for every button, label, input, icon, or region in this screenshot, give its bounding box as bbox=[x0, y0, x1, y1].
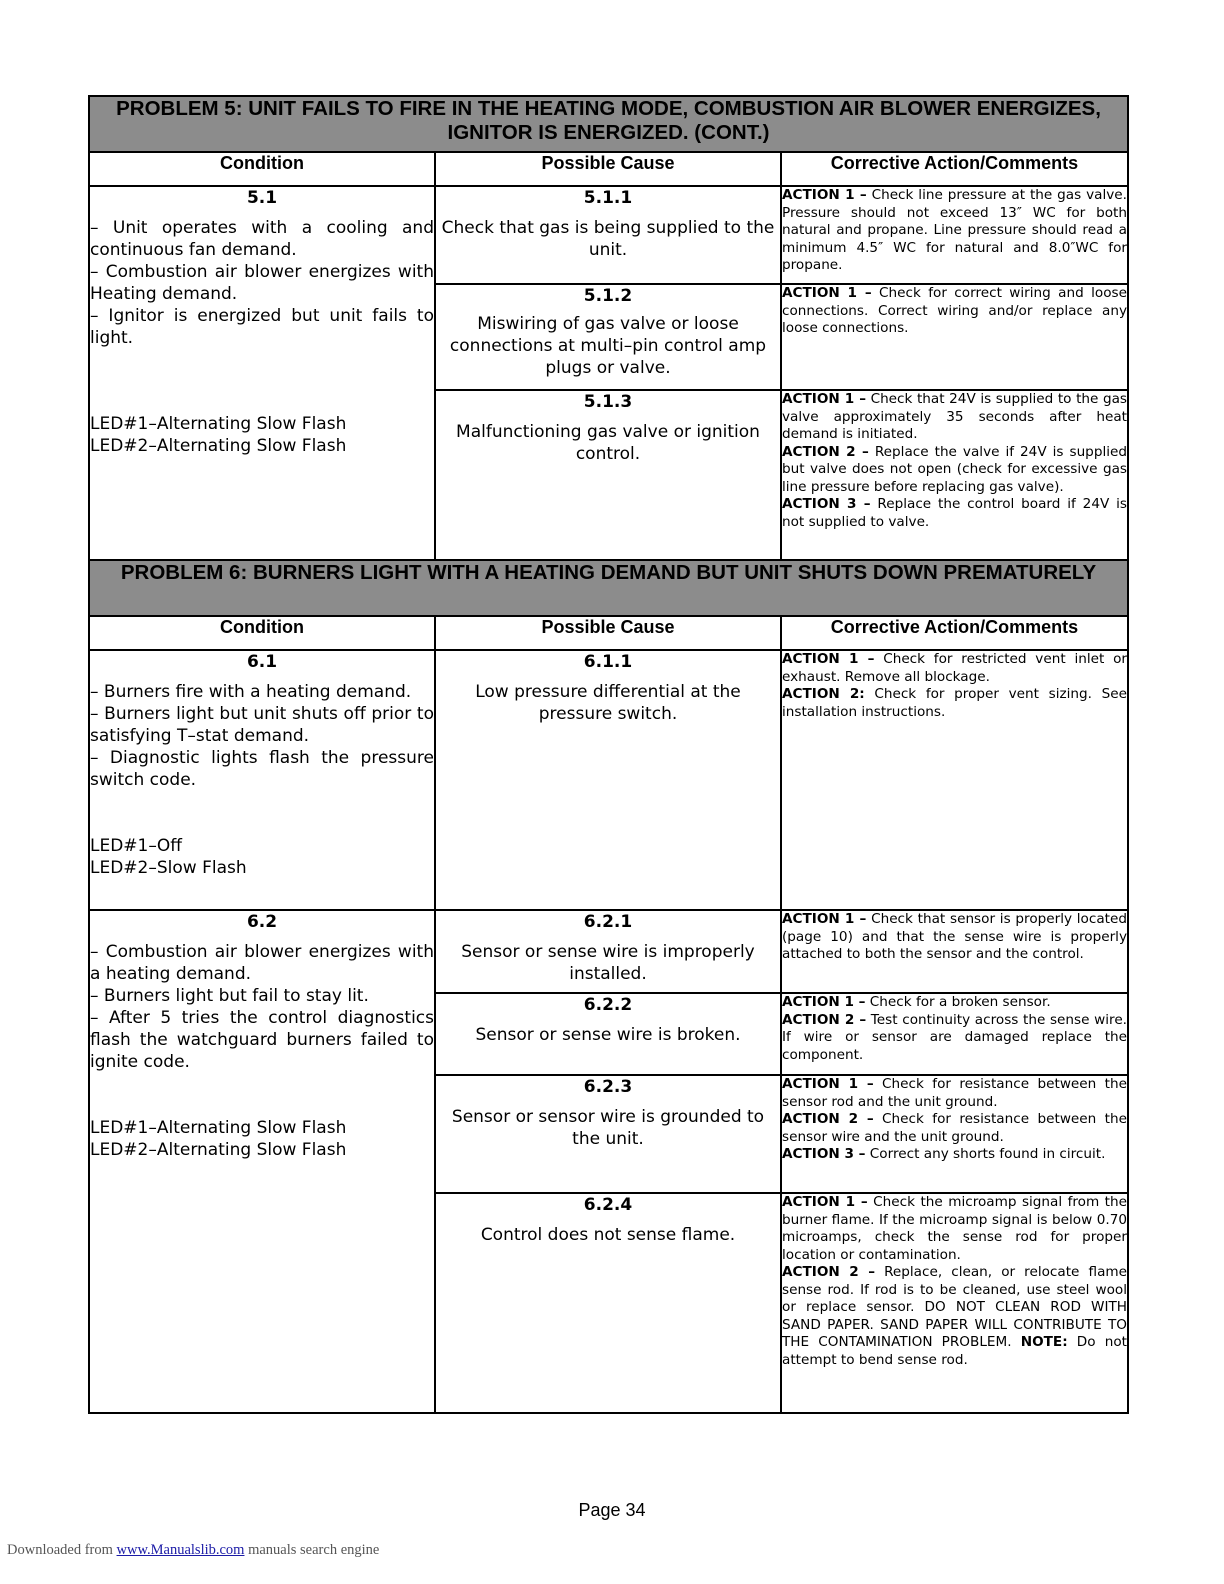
cause-5-1-2 bbox=[435, 284, 781, 390]
action-label: ACTION 1 – bbox=[782, 391, 866, 407]
action-text: Replace the valve if 24V is supplied but valve does not open (check for excessive gas line pressure before replacing gas valve). bbox=[782, 443, 1127, 495]
condition-header: Condition bbox=[89, 152, 435, 186]
action-label: ACTION 1 – bbox=[782, 1194, 868, 1210]
possible-cause-header: Possible Cause bbox=[435, 616, 781, 650]
cause-id: 5.1.1 bbox=[583, 188, 633, 208]
footer-prefix: Downloaded from bbox=[7, 1542, 117, 1558]
action-text: Check the microamp signal from the burner flame. If the microamp signal is below 0.70 microamps, check the sense rod for proper location or contamination. bbox=[782, 1194, 1127, 1263]
corrective-action-header: Corrective Action/Comments bbox=[781, 152, 1128, 186]
manualslib-link[interactable]: www.Manualslib.com bbox=[116, 1542, 245, 1558]
cause-text: Low pressure differential at the pressure switch. bbox=[475, 682, 741, 724]
cause-id: 6.2.3 bbox=[583, 1077, 633, 1097]
condition-6-2 bbox=[89, 910, 435, 1413]
action-label: ACTION 1 – bbox=[782, 1076, 874, 1092]
cause-id: 6.2.2 bbox=[583, 995, 633, 1015]
page-number: Page 34 bbox=[578, 1500, 646, 1520]
cause-text: Control does not sense flame. bbox=[480, 1225, 736, 1245]
cause-id: 6.2.4 bbox=[583, 1195, 633, 1215]
cause-6-1-1 bbox=[435, 650, 781, 910]
condition-id: 6.2 bbox=[246, 912, 278, 932]
cause-6-2-3 bbox=[435, 1075, 781, 1193]
cause-id: 6.2.1 bbox=[583, 912, 633, 932]
condition-6-1 bbox=[89, 650, 435, 910]
problem-5-title: PROBLEM 5: UNIT FAILS TO FIRE IN THE HEATING MODE, COMBUSTION AIR BLOWER ENERGIZES, IGNITOR IS ENERGIZED. (CONT.) bbox=[89, 96, 1128, 152]
action-text: Check that 24V is supplied to the gas valve approximately 35 seconds after heat demand is initiated. bbox=[782, 391, 1127, 442]
action-text: Check that sensor is properly located (page 10) and that the sense wire is properly attached to both the sensor and the control. bbox=[782, 911, 1128, 962]
cause-6-2-2 bbox=[435, 993, 781, 1075]
footer-suffix: manuals search engine bbox=[244, 1542, 380, 1558]
led-status: LED#1–Alternating Slow Flash LED#2–Alternating Slow Flash bbox=[90, 414, 347, 456]
condition-symptoms: – Burners fire with a heating demand. – Burners light but unit shuts off prior to satisfying T–stat demand. – Diagnostic lights flash the pressure switch code. bbox=[90, 682, 434, 790]
cause-6-2-4 bbox=[435, 1193, 781, 1413]
action-label: ACTION 2 – bbox=[782, 1264, 875, 1280]
cause-text: Sensor or sensor wire is grounded to the unit. bbox=[451, 1107, 765, 1149]
cause-text: Miswiring of gas valve or loose connections at multi–pin control amp plugs or valve. bbox=[449, 314, 767, 378]
cause-5-1-1 bbox=[435, 186, 781, 284]
action-label: ACTION 1 – bbox=[782, 911, 867, 927]
condition-id: 5.1 bbox=[246, 188, 278, 208]
cause-text: Sensor or sense wire is broken. bbox=[475, 1025, 741, 1045]
condition-symptoms: – Combustion air blower energizes with a heating demand. – Burners light but fail to stay lit. – After 5 tries the control diagnostics flash the watchguard burners failed to ignite code. bbox=[90, 942, 434, 1072]
led-status: LED#1–Off LED#2–Slow Flash bbox=[90, 836, 247, 878]
note-label: NOTE: bbox=[1020, 1334, 1068, 1350]
action-text: Test continuity across the sense wire. If wire or sensor are damaged replace the component. bbox=[782, 1011, 1127, 1063]
action-label: ACTION 2: bbox=[782, 686, 865, 702]
note-text: Do not attempt to bend sense rod. bbox=[782, 1334, 1127, 1368]
cause-id: 5.1.2 bbox=[583, 286, 633, 306]
action-label: ACTION 1 – bbox=[782, 651, 875, 667]
action-label: ACTION 3 – bbox=[782, 1146, 866, 1162]
action-6-2-1 bbox=[781, 910, 1128, 993]
action-text: Replace, clean, or relocate flame sense rod. If rod is to be cleaned, use steel wool or replace sensor. DO NOT CLEAN ROD WITH SAND PAPER. SAND PAPER WILL CONTRIBUTE TO THE CONTAMINATION PROBLEM. bbox=[782, 1264, 1127, 1350]
cause-text: Check that gas is being supplied to the unit. bbox=[441, 218, 775, 260]
action-5-1-3 bbox=[781, 390, 1128, 560]
cause-id: 6.1.1 bbox=[583, 652, 633, 672]
action-label: ACTION 1 – bbox=[782, 994, 866, 1010]
action-5-1-1 bbox=[781, 186, 1128, 284]
action-text: Check for correct wiring and loose connections. Correct wiring and/or replace any loose connections. bbox=[782, 285, 1128, 336]
action-label: ACTION 2 – bbox=[782, 1111, 874, 1127]
action-label: ACTION 2 – bbox=[782, 1011, 867, 1028]
condition-header: Condition bbox=[89, 616, 435, 650]
action-label: ACTION 2 – bbox=[782, 443, 869, 460]
action-text: Check line pressure at the gas valve. Pressure should not exceed 13″ WC for both natural and propane. Line pressure should read a minimum 4.5″ WC for natural and 8.0″WC for propane. bbox=[782, 187, 1127, 273]
cause-6-2-1 bbox=[435, 910, 781, 993]
condition-symptoms: – Unit operates with a cooling and continuous fan demand. – Combustion air blower energizes with Heating demand. – Ignitor is energized but unit fails to light. bbox=[90, 218, 434, 348]
action-text: Check for resistance between the sensor wire and the unit ground. bbox=[782, 1111, 1127, 1145]
download-footer bbox=[7, 1542, 379, 1559]
led-status: LED#1–Alternating Slow Flash LED#2–Alternating Slow Flash bbox=[90, 1118, 347, 1160]
troubleshooting-table bbox=[88, 95, 1129, 1414]
condition-5-1 bbox=[89, 186, 435, 560]
cause-5-1-3 bbox=[435, 390, 781, 560]
action-text: Check for restricted vent inlet or exhaust. Remove all blockage. bbox=[782, 651, 1127, 685]
action-text: Replace the control board if 24V is not supplied to valve. bbox=[782, 496, 1127, 530]
action-label: ACTION 3 – bbox=[782, 496, 871, 512]
action-5-1-2 bbox=[781, 284, 1128, 390]
action-label: ACTION 1 – bbox=[782, 285, 872, 301]
action-label: ACTION 1 – bbox=[782, 187, 867, 203]
possible-cause-header: Possible Cause bbox=[435, 152, 781, 186]
action-6-2-3 bbox=[781, 1075, 1128, 1193]
cause-id: 5.1.3 bbox=[583, 392, 633, 412]
action-6-2-4 bbox=[781, 1193, 1128, 1413]
action-text: Correct any shorts found in circuit. bbox=[865, 1146, 1106, 1162]
corrective-action-header: Corrective Action/Comments bbox=[781, 616, 1128, 650]
problem-6-title: PROBLEM 6: BURNERS LIGHT WITH A HEATING DEMAND BUT UNIT SHUTS DOWN PREMATURELY bbox=[89, 560, 1128, 616]
action-text: Check for a broken sensor. bbox=[865, 994, 1051, 1010]
action-text: Check for proper vent sizing. See installation instructions. bbox=[782, 686, 1127, 720]
cause-text: Sensor or sense wire is improperly installed. bbox=[461, 942, 755, 984]
condition-id: 6.1 bbox=[246, 652, 278, 672]
action-text: Check for resistance between the sensor rod and the unit ground. bbox=[782, 1076, 1127, 1110]
cause-text: Malfunctioning gas valve or ignition control. bbox=[456, 422, 760, 464]
action-6-2-2 bbox=[781, 993, 1128, 1075]
action-6-1-1 bbox=[781, 650, 1128, 910]
